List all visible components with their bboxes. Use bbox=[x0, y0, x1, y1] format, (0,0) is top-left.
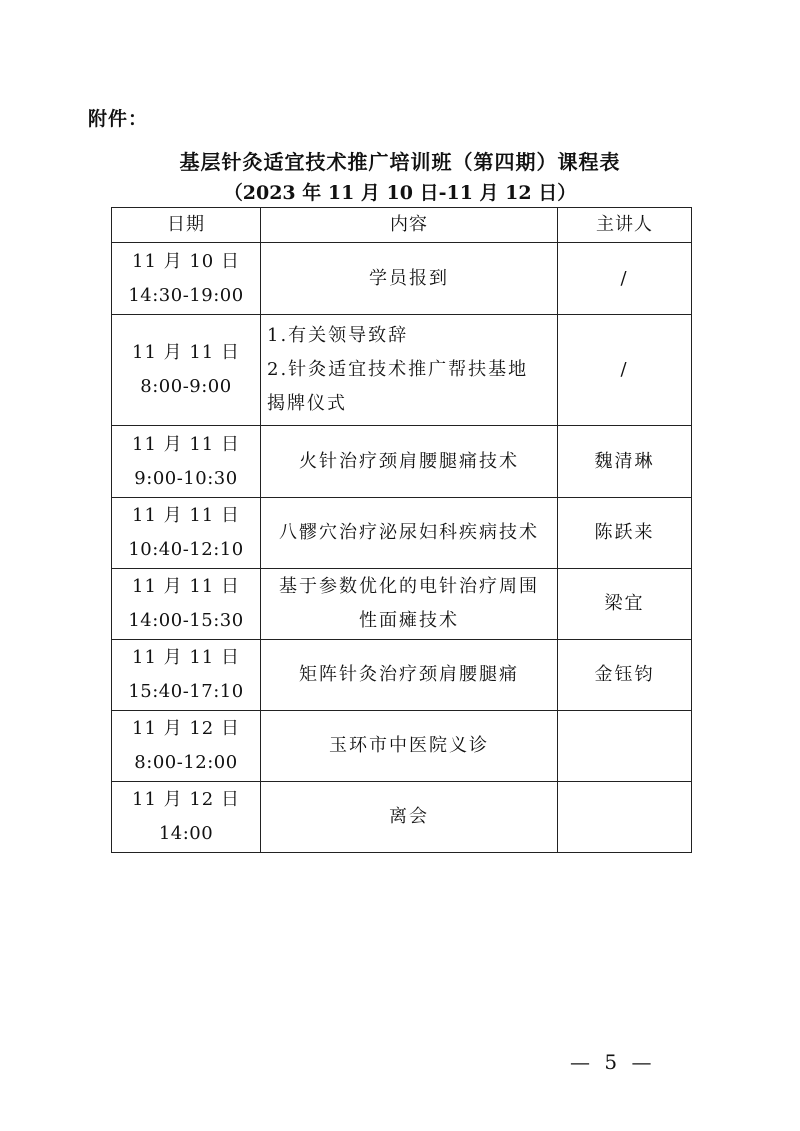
date-cell bbox=[112, 315, 261, 426]
content-cell bbox=[261, 498, 558, 569]
header-speaker: 主讲人 bbox=[558, 208, 692, 243]
date-text: 11 月 12 日 bbox=[132, 718, 240, 739]
document-subtitle: （2023 年 11 月 10 日-11 月 12 日） bbox=[223, 182, 577, 204]
content-text: 2.针灸适宜技术推广帮扶基地 bbox=[267, 359, 529, 380]
date-text: 11 月 11 日 bbox=[132, 647, 240, 668]
table-row bbox=[112, 243, 692, 315]
content-text: 揭牌仪式 bbox=[267, 393, 347, 414]
date-cell bbox=[112, 640, 261, 711]
time-text: 14:00-15:30 bbox=[128, 610, 244, 631]
content-cell bbox=[261, 711, 558, 782]
table-row bbox=[112, 640, 692, 711]
table-row bbox=[112, 569, 692, 640]
date-text: 11 月 11 日 bbox=[132, 342, 240, 363]
content-text: 矩阵针灸治疗颈肩腰腿痛 bbox=[299, 664, 519, 685]
date-cell bbox=[112, 498, 261, 569]
content-cell bbox=[261, 315, 558, 426]
time-text: 9:00-10:30 bbox=[134, 467, 238, 489]
speaker-cell: 梁宜 bbox=[558, 569, 692, 640]
content-text: 性面瘫技术 bbox=[359, 610, 459, 631]
table-row bbox=[112, 426, 692, 498]
time-text: 8:00-9:00 bbox=[140, 376, 232, 397]
date-text: 11 月 11 日 bbox=[132, 505, 240, 526]
table-header-row bbox=[112, 208, 692, 243]
time-text: 10:40-12:10 bbox=[128, 539, 244, 560]
content-text: 八髎穴治疗泌尿妇科疾病技术 bbox=[279, 522, 539, 543]
content-cell bbox=[261, 782, 558, 853]
speaker-cell: 陈跃来 bbox=[558, 498, 692, 569]
date-text: 11 月 12 日 bbox=[132, 789, 240, 810]
date-cell bbox=[112, 711, 261, 782]
document-title: 基层针灸适宜技术推广培训班（第四期）课程表 bbox=[179, 150, 621, 174]
time-text: 14:00 bbox=[158, 823, 214, 844]
time-text: 14:30-19:00 bbox=[128, 284, 244, 306]
page-number: — 5 — bbox=[570, 1050, 656, 1074]
content-cell bbox=[261, 569, 558, 640]
speaker-cell: / bbox=[558, 243, 692, 315]
time-text: 8:00-12:00 bbox=[134, 752, 238, 773]
content-text: 基于参数优化的电针治疗周围 bbox=[279, 576, 539, 597]
header-date: 日期 bbox=[112, 208, 261, 243]
content-text: 1.有关领导致辞 bbox=[267, 325, 409, 346]
speaker-cell: 魏清琳 bbox=[558, 426, 692, 498]
date-cell bbox=[112, 426, 261, 498]
table-row bbox=[112, 711, 692, 782]
schedule-table bbox=[111, 207, 692, 853]
speaker-cell: / bbox=[558, 315, 692, 426]
speaker-cell bbox=[558, 782, 692, 853]
time-text: 15:40-17:10 bbox=[128, 681, 244, 702]
content-text: 火针治疗颈肩腰腿痛技术 bbox=[299, 450, 519, 472]
table-row bbox=[112, 782, 692, 853]
date-text: 11 月 10 日 bbox=[132, 250, 240, 272]
date-cell bbox=[112, 782, 261, 853]
table-row bbox=[112, 498, 692, 569]
content-cell bbox=[261, 640, 558, 711]
speaker-cell: 金钰钧 bbox=[558, 640, 692, 711]
date-text: 11 月 11 日 bbox=[132, 576, 240, 597]
table-row bbox=[112, 315, 692, 426]
header-content: 内容 bbox=[261, 208, 558, 243]
speaker-cell bbox=[558, 711, 692, 782]
content-text: 离会 bbox=[389, 806, 429, 827]
date-cell bbox=[112, 243, 261, 315]
content-cell bbox=[261, 426, 558, 498]
date-text: 11 月 11 日 bbox=[132, 433, 240, 455]
date-cell bbox=[112, 569, 261, 640]
attachment-label: 附件： bbox=[88, 108, 149, 130]
content-text: 玉环市中医院义诊 bbox=[329, 735, 489, 756]
content-text: 学员报到 bbox=[369, 267, 449, 289]
content-cell bbox=[261, 243, 558, 315]
